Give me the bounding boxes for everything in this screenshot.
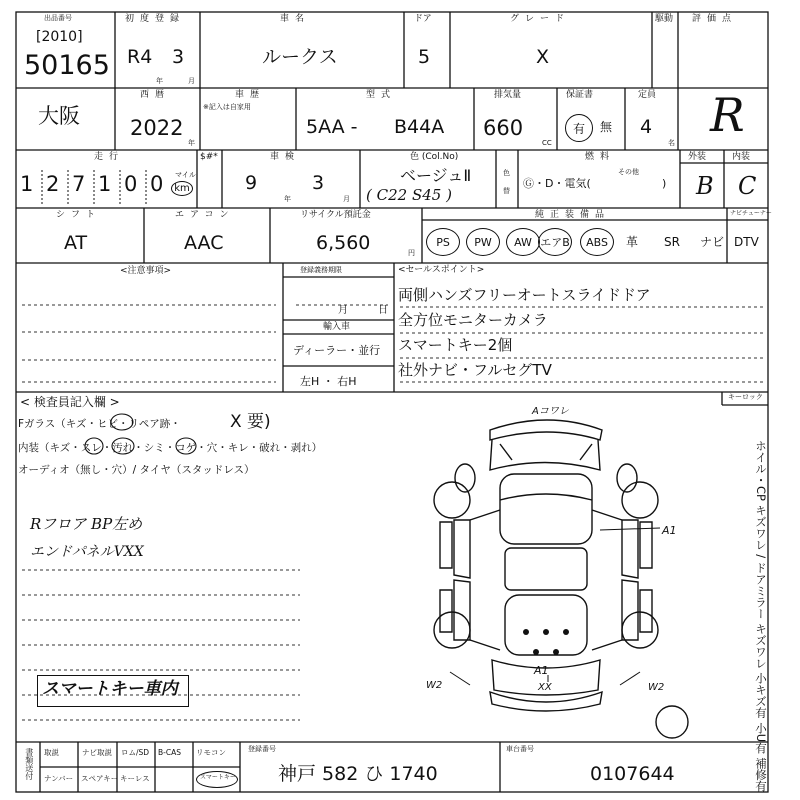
caution-label: <注意事項> <box>120 266 172 276</box>
doc-item: キーレス <box>120 774 150 783</box>
fuel-options: Ⓖ・D・電気( <box>523 177 591 190</box>
history-note: ※記入は自家用 <box>203 103 251 111</box>
left-front-door <box>454 520 470 578</box>
doc-item: B-CAS <box>158 748 181 757</box>
mileage-digit: 0 <box>150 172 164 196</box>
equipment-4: ABS <box>580 228 614 256</box>
chassis-number: 0107644 <box>590 763 675 785</box>
inspection-month: 3 <box>312 172 325 194</box>
score-value: R <box>710 88 745 142</box>
interior-line: 内装（キズ・スレ・汚れ・シミ・コゲ・穴・キレ・破れ・剥れ） <box>18 442 323 454</box>
lot-label: 出品番号 <box>44 14 72 22</box>
doc-item: スマートキー <box>200 774 236 781</box>
model-code: B44A <box>394 116 445 138</box>
sales-point: 社外ナビ・フルセグTV <box>398 361 552 379</box>
lot-number: 50165 <box>24 50 110 81</box>
color-code: ( C22 S45 ) <box>366 186 452 204</box>
fuel-label: 燃料 <box>585 152 616 162</box>
yen-unit: 円 <box>408 249 415 257</box>
windshield <box>500 494 592 500</box>
mileage-digit: 2 <box>46 172 60 196</box>
grade-label: グレード <box>510 14 571 24</box>
key-lock-label: キーロック <box>728 393 763 401</box>
sales-point: スマートキー2個 <box>398 336 513 354</box>
year-unit: 年 <box>156 77 163 85</box>
door-label: ドア <box>414 14 432 24</box>
mileage-digit: 7 <box>72 172 86 196</box>
roof <box>505 548 587 590</box>
roof-front <box>500 474 592 544</box>
audio-line: オーディオ（無し・穴）/ タイヤ（スタッドレス） <box>18 464 255 476</box>
doc-item: 取説 <box>44 748 59 757</box>
glass-mark: X 要) <box>230 412 271 432</box>
color-swap-a: 色 <box>503 169 510 177</box>
doc-item: ロム/SD <box>121 748 150 757</box>
capacity-unit: 名 <box>668 139 675 147</box>
capacity-label: 定員 <box>638 90 657 100</box>
equipment-5: 革 <box>626 235 639 249</box>
drive-label: 駆動 <box>655 14 674 24</box>
shift: AT <box>64 232 88 254</box>
doc-label: 書類送付 <box>24 748 34 780</box>
insp-year-unit: 年 <box>284 195 291 203</box>
color-name: ベージュⅡ <box>400 166 472 185</box>
recycle-label: リサイクル預託金 <box>300 210 371 220</box>
western-year-label: 西暦 <box>140 90 171 100</box>
mileage-digit: 0 <box>124 172 138 196</box>
capacity: 4 <box>640 116 653 138</box>
color-label: 色 (Col.No) <box>410 152 459 162</box>
first-reg-era: R4 <box>127 46 153 68</box>
warranty-label: 保証書 <box>566 90 594 100</box>
equipment-2: AW <box>506 228 540 256</box>
insp-month-unit: 月 <box>343 195 350 203</box>
door-count: 5 <box>418 46 431 68</box>
spare-wheel <box>656 706 688 738</box>
left-step-rear <box>440 590 452 632</box>
doc-item: スペアキー <box>81 774 119 783</box>
doc-item: リモコン <box>196 748 226 757</box>
exterior-label: 外装 <box>688 152 707 162</box>
equipment-1: PW <box>466 228 500 256</box>
smart-key-stamp: スマートキー車内 <box>42 679 178 699</box>
interior-label: 内装 <box>732 152 751 162</box>
rear-glass <box>505 595 587 655</box>
km-unit: km <box>171 181 193 196</box>
inspection-label: 車検 <box>270 152 301 162</box>
car-name-label: 車名 <box>280 14 311 24</box>
interior-grade: C <box>738 172 757 200</box>
shift-label: シフト <box>56 210 102 220</box>
score-label: 評価点 <box>692 14 738 24</box>
history-label: 車歴 <box>235 90 266 100</box>
exterior-grade: B <box>696 172 714 200</box>
dealer-import: ディーラー・並行 <box>293 344 381 357</box>
recycle-fee: 6,560 <box>316 232 371 254</box>
year-unit-2: 年 <box>188 139 195 147</box>
glass-line: Fガラス（キズ・ヒビ・リペア跡・ <box>18 418 181 430</box>
damage-mark-front: Aコワレ <box>532 406 569 417</box>
front-bumper <box>490 420 602 440</box>
damage-mark-rear-xx: XX <box>538 682 552 693</box>
sales-label: <セールスポイント> <box>398 265 485 275</box>
fuel-close: ) <box>662 177 667 190</box>
ac: AAC <box>184 232 224 254</box>
sales-point: 両側ハンズフリーオートスライドドア <box>398 286 651 304</box>
mileage-label: 走行 <box>94 152 125 162</box>
mileage-digit: 1 <box>20 172 34 196</box>
model-prefix: 5AA - <box>306 116 358 138</box>
equipment-3: エアB <box>538 228 572 256</box>
right-front-wheel <box>622 482 658 518</box>
mile-label: マイル <box>175 171 196 179</box>
equip-label: 純正装備品 <box>535 210 611 220</box>
sales-point: 全方位モニターカメラ <box>398 311 548 329</box>
hand-note-2: エンドパネルVXX <box>30 544 144 560</box>
fuel-other: その他 <box>618 168 639 176</box>
tmi-label: $#* <box>200 152 218 162</box>
cc-unit: CC <box>542 139 552 147</box>
left-step-front <box>440 522 452 568</box>
location: 大阪 <box>38 104 80 128</box>
equipment-0: PS <box>426 228 460 256</box>
model-label: 型式 <box>366 90 397 100</box>
month-unit: 月 <box>188 77 195 85</box>
equipment-6: SR <box>664 235 680 249</box>
car-name: ルークス <box>262 46 338 68</box>
lot-year: [2010] <box>36 29 83 45</box>
right-step-rear <box>640 590 652 632</box>
doc-item: ナビ取説 <box>82 748 112 757</box>
grade-value: X <box>536 46 550 68</box>
nav-tuner-label: ナビチューナー <box>730 210 772 217</box>
hand-note-1: Rフロア BP左め <box>30 515 143 533</box>
deadline-label: 登録義務期限 <box>300 266 342 274</box>
equipment-8: DTV <box>734 235 759 249</box>
displacement-label: 排気量 <box>494 90 522 100</box>
plate-number: 神戸 582 ひ 1740 <box>278 763 438 785</box>
equipment-7: ナビ <box>700 235 725 249</box>
plate-label: 登録番号 <box>248 745 276 753</box>
first-reg-label: 初度登録 <box>125 14 186 24</box>
doc-item: ナンバー <box>44 774 74 783</box>
first-reg-month: 3 <box>172 46 185 68</box>
western-year: 2022 <box>130 116 184 140</box>
left-front-wheel <box>434 482 470 518</box>
inspection-year: 9 <box>245 172 258 194</box>
damage-mark-right: A1 <box>662 524 677 537</box>
smart-key-doc-circle <box>196 771 238 788</box>
ac-label: エアコン <box>175 210 235 220</box>
steering-side: 左H ・ 右H <box>300 375 357 388</box>
left-rear-door <box>454 580 470 640</box>
deadline-month: 月 <box>338 305 348 316</box>
mileage-digit: 1 <box>98 172 112 196</box>
warranty-no: 無 <box>600 120 613 134</box>
color-swap-b: 替 <box>503 187 510 195</box>
damage-mark-left-wheel: W2 <box>426 680 443 691</box>
damage-mark-rear: A1 <box>534 664 549 677</box>
inspector-title: < 検査員記入欄 > <box>20 395 120 409</box>
chassis-label: 車台番号 <box>506 745 534 753</box>
warranty-yes: 有 <box>565 114 593 142</box>
damage-mark-right-wheel: W2 <box>648 682 665 693</box>
displacement: 660 <box>483 116 524 140</box>
right-rear-door <box>622 580 638 640</box>
import-label: 輸入車 <box>323 322 351 332</box>
deadline-day: 日 <box>378 305 388 316</box>
wheel-note: ホイル・CP キズワレ / ドアミラー キズワレ 小キズ有 小U有 補修有 <box>754 440 768 792</box>
